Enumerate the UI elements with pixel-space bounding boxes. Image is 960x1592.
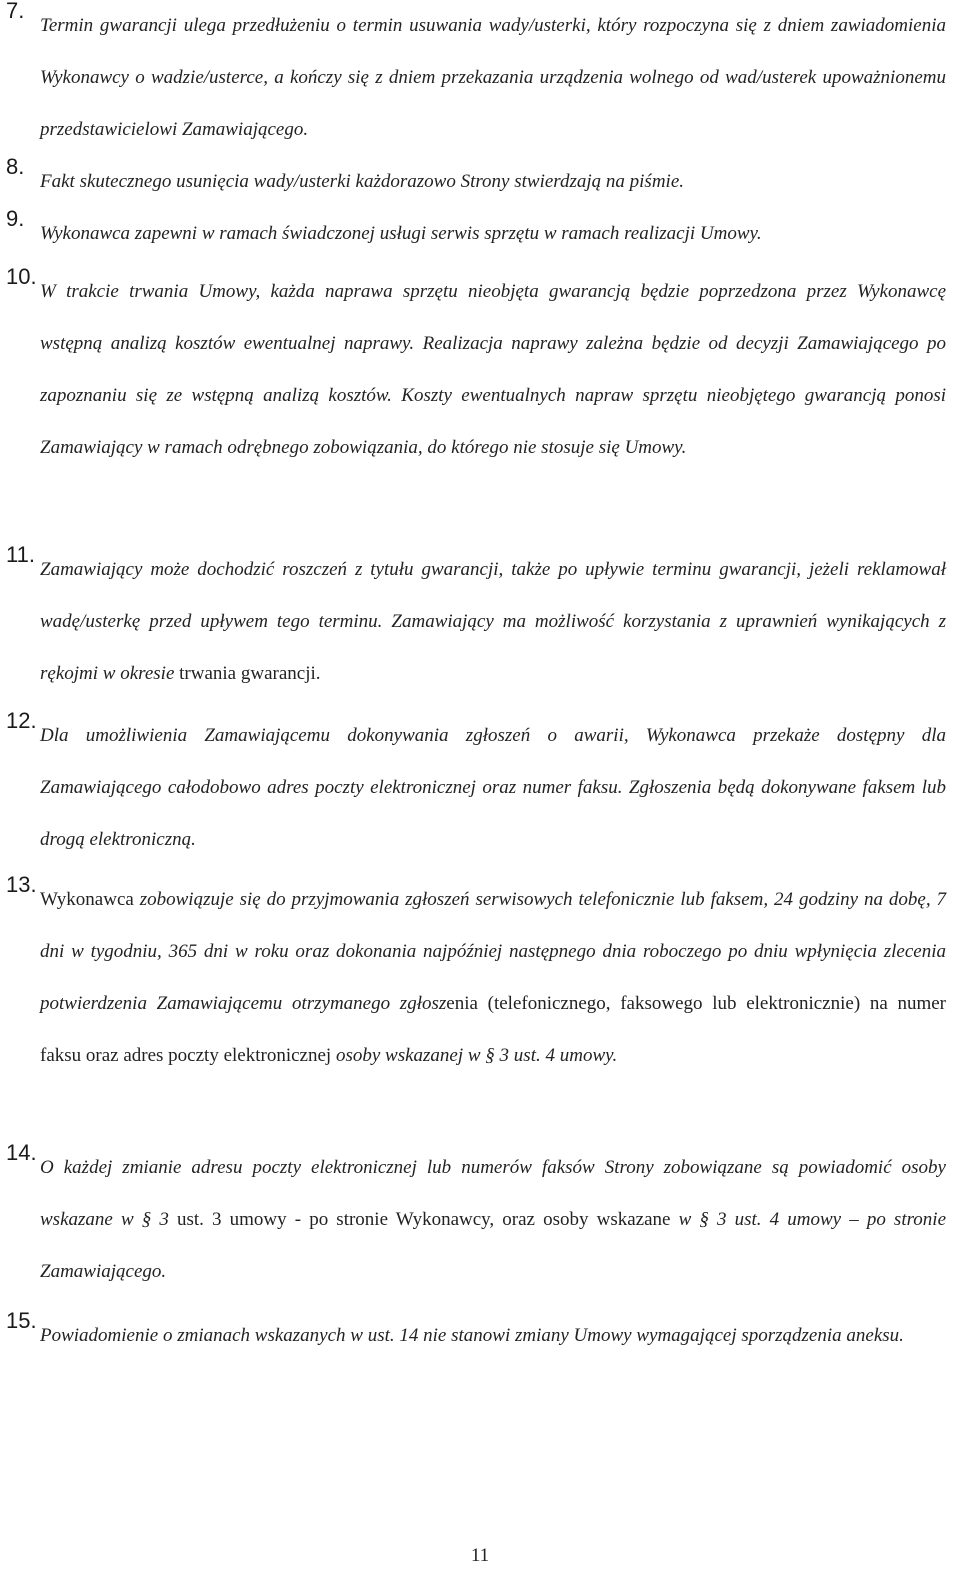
item-number: 15. — [6, 1308, 37, 1333]
item-text — [40, 1142, 946, 1298]
list-item-8 — [0, 156, 960, 208]
text-segment: Koszty ewentualnych napraw sprzętu nieobjętego gwarancją ponosi Zamawiający w ramach odrębnego zobowiązania, do którego nie stosuje się Umowy. — [40, 385, 946, 458]
text-segment: Dla umożliwienia Zamawiającemu dokonywania zgłoszeń o awarii, Wykonawca przekaże dostępny dla Zamawiającego całodobowo adres poczty elektronicznej oraz numer faksu. Zgłoszenia będą dokonywane faksem lub drogą elektroniczną. — [40, 725, 946, 850]
text-segment: Powiadomienie o zmianach wskazanych w ust. 14 nie stanowi zmiany Umowy wymagającej sporządzenia aneksu. — [40, 1325, 904, 1346]
item-number: 12. — [6, 708, 37, 733]
item-number: 8. — [6, 154, 25, 179]
item-text — [40, 544, 946, 700]
text-segment: osoby wskazanej w § 3 ust. 4 umowy. — [331, 1045, 618, 1066]
text-segment: Zamawiający ma możliwość korzystania z uprawnień wynikających z rękojmi w okresie — [40, 611, 946, 684]
text-segment: trwania gwarancji. — [174, 663, 321, 684]
text-segment: O każdej zmianie adresu poczty elektronicznej lub numerów faksów Strony zobowiązane są powiadomić osoby wskazane w § 3 — [40, 1157, 946, 1230]
text-segment: zobowiązuje się do przyjmowania zgłoszeń serwisowych telefonicznie lub faksem, 24 godziny na dobę, 7 dni w tygodniu, 365 dni w roku oraz dokonania najpóźniej następnego dnia roboczego po dniu wpłynięcia zlecenia potwierdzenia Zamawiającemu otrzymanego zgłosz — [40, 889, 946, 1014]
list-item-15 — [0, 1310, 960, 1362]
text-segment: Zamawiający może dochodzić roszczeń z tytułu gwarancji, także po upływie terminu gwarancji, jeżeli reklamował wadę/usterkę przed upływem tego terminu. — [40, 559, 946, 632]
text-segment: enia (telefonicznego, faksowego lub elektronicznie) na numer faksu oraz adres poczty elektronicznej — [40, 993, 947, 1066]
text-segment: ust. 3 umowy - po stronie Wykonawcy, oraz osoby wskazane — [168, 1209, 671, 1230]
item-text — [40, 0, 946, 156]
item-text — [40, 874, 946, 1082]
list-item-12 — [0, 710, 960, 866]
item-text — [40, 156, 946, 208]
item-text — [40, 710, 946, 866]
item-number: 7. — [6, 0, 25, 23]
item-text — [40, 208, 946, 260]
list-item-13 — [0, 874, 960, 1082]
item-number: 13. — [6, 872, 37, 897]
item-number: 10. — [6, 264, 37, 289]
list-item-10 — [0, 266, 960, 474]
item-number: 11. — [6, 542, 35, 567]
list-item-7 — [0, 0, 960, 156]
text-segment: Wykonawca — [40, 889, 134, 910]
list-item-9 — [0, 208, 960, 260]
text-segment: Termin gwarancji ulega przedłużeniu o termin usuwania wady/usterki, który rozpoczyna się z dniem zawiadomienia Wykonawcy o wadzie/usterce, a kończy się z dniem przekazania urządzenia wolnego od wad/usterek upoważnionemu przedstawicielowi Zamawiającego. — [40, 15, 946, 140]
text-segment: w § 3 ust. 4 umowy – po stronie Zamawiającego. — [40, 1209, 947, 1282]
item-text — [40, 266, 946, 474]
text-segment: Fakt skutecznego usunięcia wady/usterki każdorazowo Strony stwierdzają na piśmie. — [40, 171, 684, 192]
text-segment: Wykonawca zapewni w ramach świadczonej usługi serwis sprzętu w ramach realizacji Umowy. — [40, 223, 762, 244]
text-segment: Realizacja naprawy zależna będzie od decyzji Zamawiającego po zapoznaniu się ze wstępną analizą kosztów. — [40, 333, 946, 406]
item-number: 9. — [6, 206, 25, 231]
list-item-14 — [0, 1142, 960, 1298]
item-number: 14. — [6, 1140, 37, 1165]
text-segment: W trakcie trwania Umowy, każda naprawa sprzętu nieobjęta gwarancją będzie poprzedzona przez Wykonawcę wstępną analizą kosztów ewentualnej naprawy. — [40, 281, 946, 354]
list-item-11 — [0, 544, 960, 700]
page-number: 11 — [470, 1545, 490, 1566]
item-text — [40, 1310, 946, 1362]
